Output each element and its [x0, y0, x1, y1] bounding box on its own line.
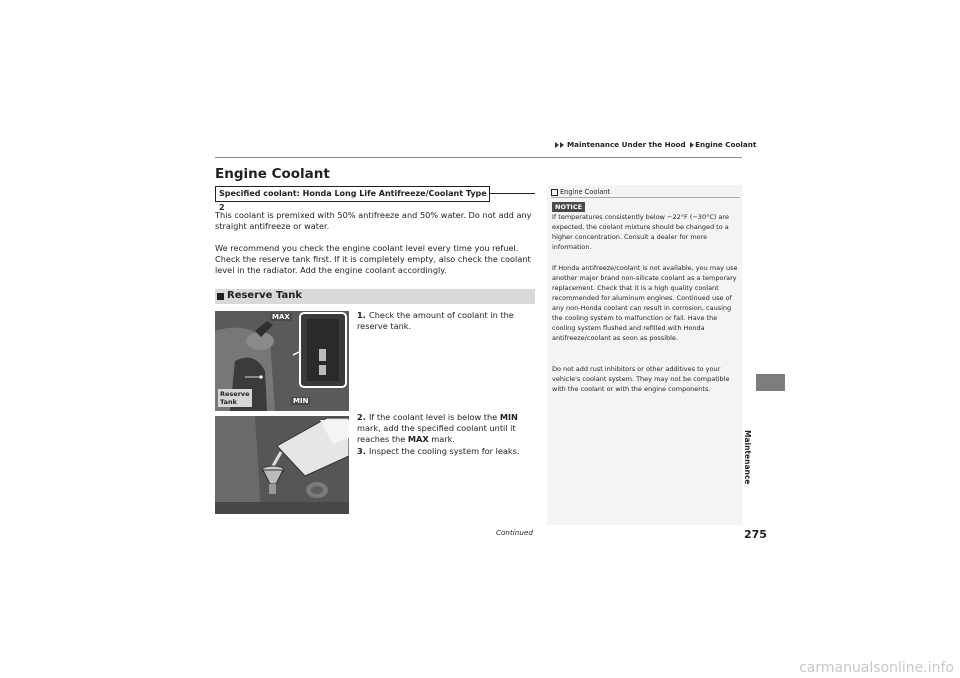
chapter-tab[interactable]	[756, 374, 785, 391]
triangle-arrow-icon	[690, 142, 694, 148]
min-mark: MIN	[499, 412, 518, 422]
step-text: Check the amount of coolant in the reserve tank.	[357, 310, 514, 332]
step-text: Inspect the cooling system for leaks.	[369, 446, 520, 456]
recommendation-paragraph: We recommend you check the engine coolant level every time you refuel. Check the reserve tank first. If it is completely empty, also check the coolant level in the radiator. Add the engine coolant accordingly.	[215, 243, 531, 276]
notice-badge: NOTICE	[552, 202, 585, 212]
watermark[interactable]: carmanualsonline.info	[799, 660, 954, 676]
footer	[0, 660, 960, 678]
step-number: 3.	[357, 446, 366, 456]
breadcrumb	[555, 140, 756, 149]
continued-label: Continued	[496, 528, 533, 537]
page-number: 275	[744, 528, 767, 541]
spec-box: Specified coolant: Honda Long Life Antifreeze/Coolant Type 2	[215, 186, 490, 202]
breadcrumb-item[interactable]: Maintenance Under the Hood	[567, 140, 686, 149]
reserve-tank-photo	[215, 311, 349, 411]
step-3	[357, 446, 537, 457]
step-text: mark.	[428, 434, 455, 445]
max-mark: MAX	[407, 434, 429, 445]
header-rule	[215, 157, 742, 158]
sidebar-heading-text[interactable]: Engine Coolant	[560, 188, 611, 196]
triangle-arrow-icon	[555, 142, 559, 148]
step-text: mark, add the specified coolant until it reaches the	[357, 423, 516, 445]
reserve-tank-label: Reserve Tank	[220, 390, 250, 406]
sidebar-rule	[551, 197, 740, 198]
min-label: MIN	[293, 397, 309, 405]
section-square-icon	[217, 293, 224, 300]
section-header	[215, 289, 535, 304]
sidebar-paragraph-1: If temperatures consistently below −22°F (−30°C) are expected, the coolant mixture should be changed to a higher concentration. Consult a dealer for more information.	[552, 213, 729, 251]
sidebar-paragraph-2: If Honda antifreeze/coolant is not available, you may use another major brand non-silicate coolant as a temporary replacement. Check that it is a high quality coolant recommended for aluminum engines. Continued use of any non-Honda coolant can result in corrosion, causing the cooling system to malfunction or fail. Have the cooling system flushed and refilled with Honda antifreeze/coolant as soon as possible.	[552, 264, 738, 342]
step-text: If the coolant level is below the	[369, 412, 500, 422]
spec-rule	[489, 193, 535, 194]
triangle-arrow-icon	[560, 142, 564, 148]
sidebar-heading	[551, 188, 610, 196]
step-number: 2.	[357, 412, 366, 422]
step-2	[357, 412, 537, 446]
filling-coolant-illustration	[215, 416, 349, 514]
filling-coolant-photo	[215, 416, 349, 514]
sidebar-paragraph-3: Do not add rust inhibitors or other additives to your vehicle's coolant system. They may not be compatible with the coolant or with the engine components.	[552, 365, 730, 393]
max-label: MAX	[272, 313, 290, 321]
breadcrumb-item[interactable]: Engine Coolant	[695, 140, 757, 149]
box-icon	[551, 189, 558, 196]
step-number: 1.	[357, 310, 366, 320]
page-title: Engine Coolant	[215, 166, 330, 182]
chapter-tab-label: Maintenance	[743, 430, 752, 485]
step-1	[357, 310, 537, 332]
intro-paragraph: This coolant is premixed with 50% antifreeze and 50% water. Do not add any straight antifreeze or water.	[215, 210, 532, 232]
section-title: Reserve Tank	[227, 290, 302, 301]
